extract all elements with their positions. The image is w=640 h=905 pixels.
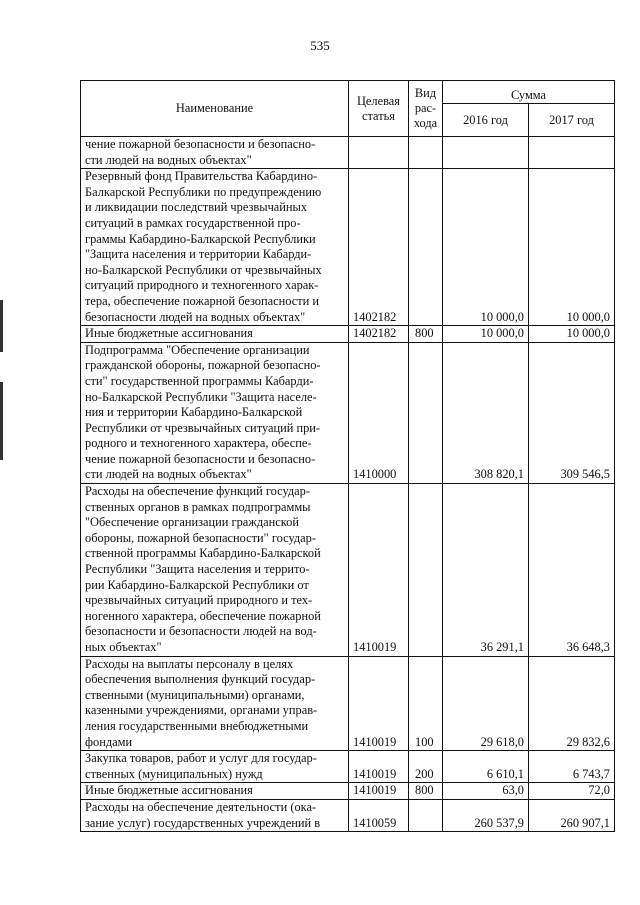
header-year-2016: 2016 год <box>443 104 529 137</box>
row-value-2017: 260 907,1 <box>529 799 615 831</box>
row-name: Расходы на обеспечение функций государ- ственных органов в рамках подпрограммы "Обеспечение организации гражданской обороны, пожарной безопасности" государ- ственной программы Кабардино-Балкарской Республики "Защита населения и террито- рии Кабардино-Балкарской Республики от чрезвычайных ситуаций природного и тех- ногенного характера, обеспечение пожарной безопасности и безопасности людей на вод- ных объектах" <box>81 484 349 657</box>
row-code: 1402182 <box>349 326 409 343</box>
header-year-2017: 2017 год <box>529 104 615 137</box>
header-target-article: Целевая статья <box>349 81 409 137</box>
row-value-2017: 29 832,6 <box>529 656 615 751</box>
table-row <box>81 751 615 783</box>
row-value-2017: 36 648,3 <box>529 484 615 657</box>
row-value-2017: 309 546,5 <box>529 342 615 483</box>
table-row <box>81 137 615 169</box>
table-row <box>81 326 615 343</box>
row-value-2016: 29 618,0 <box>443 656 529 751</box>
scan-margin-mark <box>0 382 3 460</box>
table-row <box>81 656 615 751</box>
row-value-2017: 10 000,0 <box>529 169 615 326</box>
row-name: Иные бюджетные ассигнования <box>81 326 349 343</box>
row-value-2016: 6 610,1 <box>443 751 529 783</box>
row-name: Расходы на обеспечение деятельности (ока- зание услуг) государственных учреждений в <box>81 799 349 831</box>
row-kind: 800 <box>409 326 443 343</box>
table-row <box>81 783 615 800</box>
row-value-2017: 10 000,0 <box>529 326 615 343</box>
row-name: Подпрограмма "Обеспечение организации гражданской обороны, пожарной безопасно- сти" государственной программы Кабарди- но-Балкарской Республики "Защита населе- ния и территории Кабардино-Балкарской Республики от чрезвычайных ситуаций при- родного и техногенного характера, обеспе- чение пожарной безопасности и безопасно- сти людей на водных объектах" <box>81 342 349 483</box>
row-value-2016: 36 291,1 <box>443 484 529 657</box>
row-code: 1410059 <box>349 799 409 831</box>
row-kind <box>409 799 443 831</box>
row-value-2017: 72,0 <box>529 783 615 800</box>
row-kind <box>409 169 443 326</box>
row-kind <box>409 137 443 169</box>
row-name: Расходы на выплаты персоналу в целях обеспечения выполнения функций государ- ственными (муниципальными) органами, казенными учреждениями, органами управ- ления государственными внебюджетными фондами <box>81 656 349 751</box>
row-kind: 100 <box>409 656 443 751</box>
row-code: 1410019 <box>349 656 409 751</box>
table-row <box>81 484 615 657</box>
row-code: 1410019 <box>349 484 409 657</box>
row-code: 1410000 <box>349 342 409 483</box>
row-name: Резервный фонд Правительства Кабардино- Балкарской Республики по предупреждению и ликвидации последствий чрезвычайных ситуаций в рамках государственной про- граммы Кабардино-Балкарской Республики "Защита населения и территории Кабарди- но-Балкарской Республики от чрезвычайных ситуаций природного и техногенного харак- тера, обеспечение пожарной безопасности и безопасности людей на водных объектах" <box>81 169 349 326</box>
row-value-2016: 10 000,0 <box>443 326 529 343</box>
header-sum: Сумма <box>443 81 615 104</box>
row-code: 1402182 <box>349 169 409 326</box>
row-name: Иные бюджетные ассигнования <box>81 783 349 800</box>
row-code: 1410019 <box>349 751 409 783</box>
budget-table <box>80 80 615 832</box>
row-value-2016: 10 000,0 <box>443 169 529 326</box>
header-expense-type: Вид рас- хода <box>409 81 443 137</box>
table-row <box>81 799 615 831</box>
scan-margin-mark <box>0 300 3 352</box>
row-value-2017: 6 743,7 <box>529 751 615 783</box>
table-row <box>81 169 615 326</box>
row-value-2016 <box>443 137 529 169</box>
row-value-2016: 308 820,1 <box>443 342 529 483</box>
page-number: 535 <box>310 38 330 53</box>
row-kind: 800 <box>409 783 443 800</box>
row-value-2016: 63,0 <box>443 783 529 800</box>
row-code: 1410019 <box>349 783 409 800</box>
row-kind <box>409 484 443 657</box>
row-value-2016: 260 537,9 <box>443 799 529 831</box>
row-kind <box>409 342 443 483</box>
table-row <box>81 342 615 483</box>
row-name: Закупка товаров, работ и услуг для государ- ственных (муниципальных) нужд <box>81 751 349 783</box>
header-name: Наименование <box>81 81 349 137</box>
row-kind: 200 <box>409 751 443 783</box>
row-value-2017 <box>529 137 615 169</box>
row-name: чение пожарной безопасности и безопасно- сти людей на водных объектах" <box>81 137 349 169</box>
row-code <box>349 137 409 169</box>
